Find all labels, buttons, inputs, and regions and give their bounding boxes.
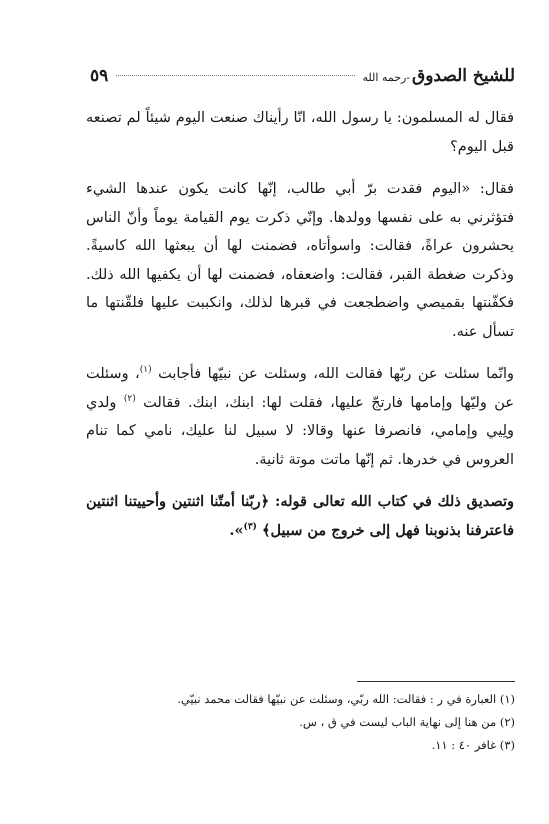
text-run: فقال: «اليوم فقدت برّ أبي طالب، إنّها كانت يكون عندها الشيء فتؤثرني به على نفسها وولدها. وإنّي ذكرت يوم القيامة يوماً وأنّ الناس يحشرون عراةً، فقالت: واسوأتاه، فضمنت لها أن يبعثها الله كاسيةً. وذكرت ضغطة القبر، فقالت: واضعفاه، فضمنت لها أن يكفيها الله ذلك. فكفّنتها بقميصي واضطجعت في قبرها لذلك، وانكببت عليها فلقّنتها ما تسأل عنه. xyxy=(86,181,514,340)
paragraph-2 xyxy=(86,175,514,346)
footnote-2: (٢) من هنا إلى نهاية الباب ليست في ق ، س. xyxy=(299,715,515,729)
paragraph-3 xyxy=(86,360,514,474)
running-header xyxy=(90,66,515,94)
footnote-marker-2[interactable]: (٢) xyxy=(123,393,136,404)
text-run: وانّما سئلت عن ربّها فقالت الله، وسئلت عن نبيّها فأجابت xyxy=(151,366,514,382)
footnote-marker-1[interactable]: (١) xyxy=(139,365,152,376)
footnote-marker-3[interactable]: (٣) xyxy=(243,521,257,532)
header-subtitle: -رحمه الله xyxy=(362,71,411,84)
footnote-separator xyxy=(357,681,515,682)
text-run: وتصديق ذلك في كتاب الله تعالى قوله: ﴿ربّنا أمتّنا اثنتين وأحييتنا اثنتين فاعترفنا بذنوبنا فهل إلى خروج من سبيل﴾ xyxy=(86,493,514,539)
paragraph-4-quran-citation xyxy=(86,488,514,545)
paragraph-1 xyxy=(86,104,514,161)
text-run: ، وسئلت عن وليّها وإمامها فارتجّ عليها، فقلت لها: ابنك، ابنك. فقالت xyxy=(86,366,514,411)
text-run: ولدي ولِيي وإمامي، فانصرفا عنها وقالا: لا سبيل لنا عليك، نامي كما تنام العروس في خدرها. ثم إنّها ماتت موتة ثانية. xyxy=(86,394,514,468)
text-run: فقال له المسلمون: يا رسول الله، انّا رأيناك صنعت اليوم شيئاً لم تصنعه قبل اليوم؟ xyxy=(86,110,514,155)
footnote-1: (١) العبارة في ر : فقالت: الله ربّي، وسئلت عن نبيّها فقالت محمد نبيّي. xyxy=(177,692,515,706)
header-dotted-leader xyxy=(116,75,354,76)
page-number: ٥٩ xyxy=(90,66,109,86)
footnotes xyxy=(85,688,515,757)
text-run: ». xyxy=(229,521,244,539)
main-text xyxy=(86,104,514,559)
footnote-3: (٣) غافر ٤٠ : ١١. xyxy=(431,738,515,752)
header-title: للشيخ الصدوق xyxy=(412,66,515,86)
